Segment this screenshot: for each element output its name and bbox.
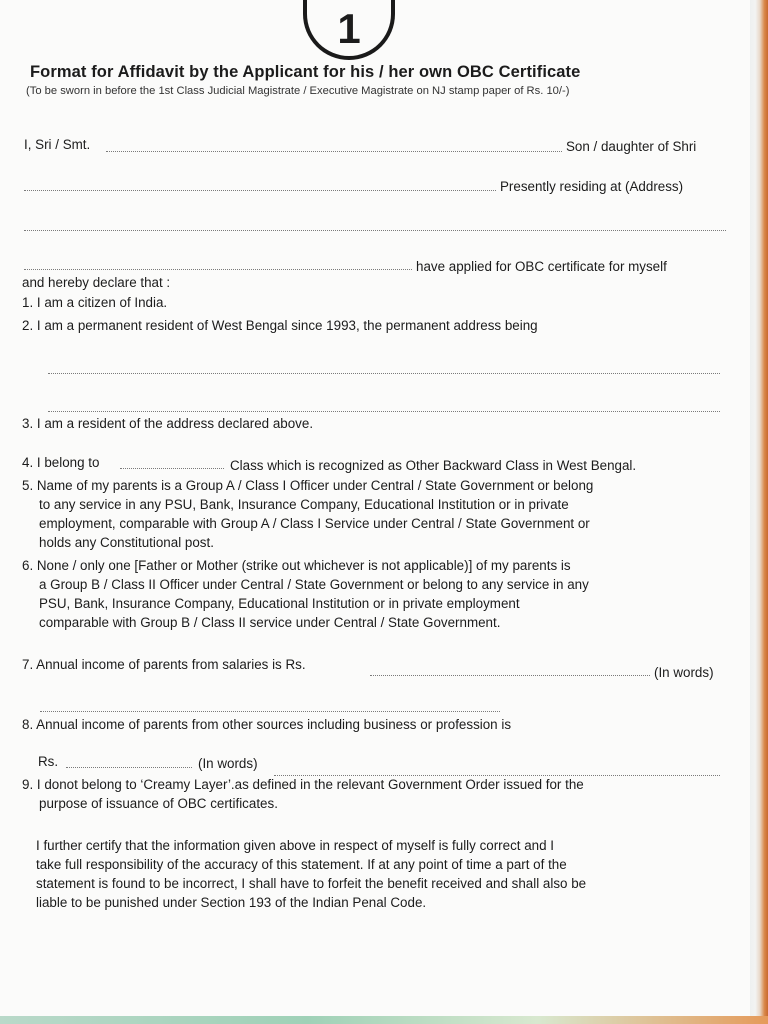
permanent-address-blank-1 <box>48 373 720 374</box>
item-4-text: Class which is recognized as Other Backward Class in West Bengal. <box>230 458 637 473</box>
item-2: 2. I am a permanent resident of West Bengal since 1993, the permanent address being <box>22 318 538 333</box>
declare-text: and hereby declare that : <box>22 275 171 290</box>
item-7-label: 7. Annual income of parents from salaries is Rs. <box>22 657 306 672</box>
class-blank <box>120 468 224 469</box>
other-income-blank <box>66 767 192 768</box>
item-3: 3. I am a resident of the address declared above. <box>22 416 314 431</box>
item-7-words-label: (In words) <box>654 665 714 680</box>
item-8-rs-label: Rs. <box>38 754 59 769</box>
applied-text: have applied for OBC certificate for myself <box>416 259 667 274</box>
item-1: 1. I am a citizen of India. <box>22 295 168 310</box>
item-6: 6. None / only one [Father or Mother (strike out whichever is not applicable)] of my parents is a Group B / Class II Officer under Central / State Government or belong to any service in any PSU, Bank, Insurance Company, Educational Institution or in private employment comparable with Group B / Class II service under Central / State Government. <box>22 558 589 630</box>
parent-name-blank <box>24 190 496 191</box>
item-9: 9. I donot belong to ‘Creamy Layer’.as defined in the relevant Government Order issued for the purpose of issuance of OBC certificates. <box>22 777 584 811</box>
page-number: 1 <box>337 5 361 52</box>
salary-words-blank <box>40 711 500 712</box>
item-8: 8. Annual income of parents from other sources including business or profession is <box>22 717 512 732</box>
certification-paragraph: I further certify that the information given above in respect of myself is fully correct and I take full responsibility of the accuracy of this statement. If at any point of time a part of the statement is found to be incorrect, I shall have to forfeit the benefit received and shall also be liable to be punished under Section 193 of the Indian Penal Code. <box>36 838 587 910</box>
address-blank-1 <box>24 230 726 231</box>
document-subtitle: (To be sworn in before the 1st Class Judicial Magistrate / Executive Magistrate on NJ stamp paper of Rs. 10/-) <box>26 85 570 97</box>
name-blank <box>106 151 562 152</box>
page-edge-bottom <box>0 1016 768 1024</box>
item-4-label: 4. I belong to <box>22 455 100 470</box>
page-edge-right <box>750 0 768 1024</box>
item-5: 5. Name of my parents is a Group A / Class I Officer under Central / State Government or belong to any service in any PSU, Bank, Insurance Company, Educational Institution or in private employment, comparable with Group A / Class I Service under Central / State Government or holds any Constitutional post. <box>22 478 594 550</box>
address-blank-2 <box>24 269 412 270</box>
name-label: I, Sri / Smt. <box>24 137 91 152</box>
parent-label: Son / daughter of Shri <box>566 139 697 154</box>
address-label: Presently residing at (Address) <box>500 179 684 194</box>
permanent-address-blank-2 <box>48 411 720 412</box>
item-8-words-label: (In words) <box>198 756 258 771</box>
document-title: Format for Affidavit by the Applicant for his / her own OBC Certificate <box>30 63 581 81</box>
salary-blank <box>370 675 650 676</box>
